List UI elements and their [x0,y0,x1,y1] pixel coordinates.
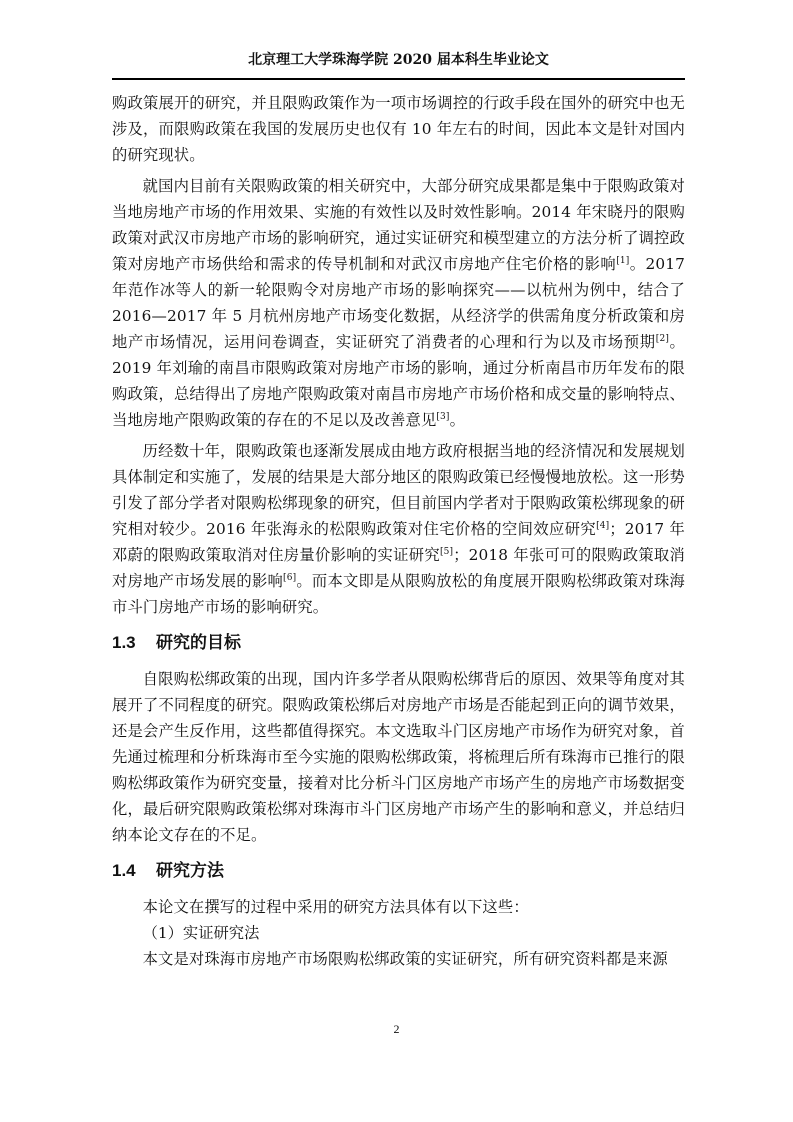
citation-ref: [2] [655,333,669,344]
page-body [112,90,685,972]
section-heading-1-4 [112,858,685,884]
citation-ref: [3] [436,411,450,422]
section-heading-1-3 [112,630,685,656]
header-title: 北京理工大学珠海学院 2020 届本科生毕业论文 [248,52,549,68]
paragraph-empirical: 本文是对珠海市房地产市场限购松绑政策的实证研究，所有研究资料都是来源 [142,950,668,968]
paragraph-domestic-research [112,173,685,433]
citation-ref: [6] [283,572,297,583]
paragraph-objectives: 自限购松绑政策的出现，国内许多学者从限购松绑背后的原因、效果等角度对其展开了不同程度的研究。限购政策松绑后对房地产市场是否能起到正向的调节效果，还是会产生反作用，这些都值得探究。本文选取斗门区房地产市场作为研究对象，首先通过梳理和分析珠海市至今实施的限购松绑政策，将梳理后所有珠海市已推行的限购松绑政策作为研究变量，接着对比分析斗门区房地产市场产生的房地产市场数据变化，最后研究限购政策松绑对珠海市斗门区房地产市场产生的影响和意义，并总结归纳本论文存在的不足。 [112,670,685,844]
section-title: 研究的目标 [156,633,241,653]
section-number: 1.4 [112,861,136,880]
paragraph-methods-intro: 本论文在撰写的过程中采用的研究方法具体有以下这些： [142,898,529,916]
paragraph-continued: 购政策展开的研究，并且限购政策作为一项市场调控的行政手段在国外的研究中也无涉及，而限购政策在我国的发展历史也仅有 10 年左右的时间，因此本文是针对国内的研究现状。 [112,94,685,164]
citation-ref: [5] [440,546,454,557]
citation-ref: [4] [596,520,610,531]
text-run: 历经数十年，限购政策也逐渐发展成由地方政府根据当地的经济情况和发展规划具体制定和实施了，发展的结果是大部分地区的限购政策已经慢慢地放松。这一形势引发了部分学者对限购松绑现象的研究，但目前国内学者对于限购政策松绑现象的研究相对较少。2016 年张海永的松限购政策对住宅价格的空间效应研究 [112,442,685,538]
text-run: 。而本文即是从限购放松的角度展开限购松绑政策对珠海市斗门房地产市场的影响研究。 [112,572,685,616]
section-number: 1.3 [112,633,136,652]
text-run: 。2017 年范作冰等人的新一轮限购令对房地产市场的影响探究——以杭州为例中，结合了 2016—2017 年 5 月杭州房地产市场变化数据，从经济学的供需角度分析政策和房地产市场情况，运用问卷调查，实证研究了消费者的心理和行为以及市场预期 [112,255,685,351]
text-run: 就国内目前有关限购政策的相关研究中，大部分研究成果都是集中于限购政策对当地房地产市场的作用效果、实施的有效性以及时效性影响。2014 年宋晓丹的限购政策对武汉市房地产市场的影响研究，通过实证研究和模型建立的方法分析了调控政策对房地产市场供给和需求的传导机制和对武汉市房地产住宅价格的影响 [112,177,685,273]
section-title: 研究方法 [156,861,224,881]
paragraph-policy-relaxation [112,438,685,620]
text-run: 。2019 年刘瑜的南昌市限购政策对房地产市场的影响，通过分析南昌市历年发布的限购政策，总结得出了房地产限购政策对南昌市房地产市场价格和成交量的影响特点、当地房地产限购政策的存在的不足以及改善意见 [112,333,685,429]
text-run: ；2018 年张可可的限购政策取消对房地产市场发展的影响 [112,546,685,590]
citation-ref: [1] [616,255,630,266]
page-number: 2 [393,1022,400,1036]
text-run: ；2017 年邓蔚的限购政策取消对住房量价影响的实证研究 [112,520,685,564]
running-header [112,50,685,80]
list-item: （1）实证研究法 [142,924,260,942]
text-run: 。 [449,411,466,429]
